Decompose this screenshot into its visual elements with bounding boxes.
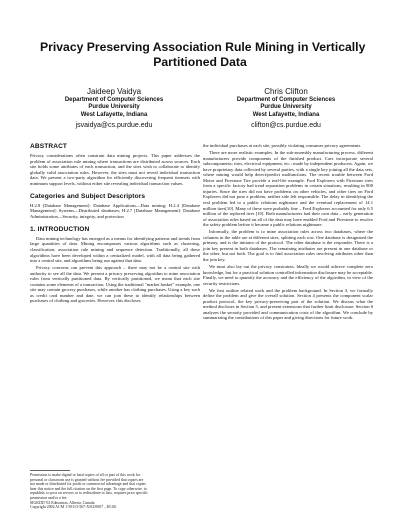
- body-paragraph-3: Informally, the problem is to mine association rules across two databases, where the columns in the table are at different sites, splitting each row. One database is designated the primary, and is the initiator of the protocol. The other database is the responder. There is a join key present in both databases. The remaining attributes are present in one database or the other, but not both. The goal is to find association rules involving attributes other than the join key.: [203, 229, 373, 262]
- footnote-line: Permission to make digital or hard copies of all or part of this work for: [30, 473, 141, 477]
- paper-title: [40, 40, 366, 70]
- title-line-1: Privacy Preserving Association Rule Mining in Vertically: [40, 40, 366, 54]
- author-location: West Lafayette, Indiana: [80, 111, 148, 118]
- footnote-line: personal or classroom use is granted without fee provided that copies are: [30, 477, 144, 482]
- footnote-line: Copyright 2002 ACM 1-58113-567-X/02/0007 ...$5.00.: [30, 505, 117, 510]
- body-paragraph-4: We must also lay out the privacy constraints. Ideally we would achieve complete zero knowledge, but for a practical solution controlled information disclosure may be acceptable. Finally, we need to quantify the accuracy and the efficiency of the algorithm, in view of the security restrictions.: [203, 263, 373, 286]
- author-email: jsvaidya@cs.purdue.edu: [75, 122, 153, 130]
- left-column: [30, 143, 200, 305]
- footnote-line: bear this notice and the full citation on the first page. To copy otherwise, to: [30, 486, 147, 491]
- right-column: [203, 143, 373, 322]
- author-location: West Lafayette, Indiana: [252, 111, 320, 118]
- categories-text: H.2.8 [Database Management]: Database Applications—Data mining; H.2.4 [Database Management]: Systems—Distributed databases; H.2.7 [Database Management]: Database Administration—Security, integrity, and protection: [30, 202, 200, 219]
- author-university: Purdue University: [88, 104, 140, 111]
- footnote-line: SIGKDD '02 Edmonton, Alberta, Canada: [30, 500, 95, 505]
- abstract-heading: ABSTRACT: [30, 143, 68, 150]
- body-paragraph-1: the individual purchases at each site, possibly violating consumer privacy agreements.: [203, 143, 362, 148]
- author-department: Department of Computer Sciences: [64, 97, 164, 103]
- body-paragraph-5: We first outline related work and the problem background. In Section 3, we formally define the problem and give the overall solution. Section 4 presents the component scalar product protocol, the key privacy-preserving part of the solution. We discuss what the method discloses in Section 5, and present extensions that further limit disclosure. Section 6 analyzes the security provided and communication costs of the algorithm. We conclude by summarizing the contributions of this paper and giving directions for future work.: [203, 287, 373, 321]
- footnote-line: republish, to post on servers or to redistribute to lists, requires prior specific: [30, 491, 148, 496]
- title-line-2: Partitioned Data: [153, 55, 247, 69]
- abstract-text: Privacy considerations often constrain data mining projects. This paper addresses the problem of association rule mining where transactions are distributed across sources. Each site holds some attributes of each transaction, and the sites wish to collaborate to identify globally valid association rules. However, the sites must not reveal individual transaction data. We present a two-party algorithm for efficiently discovering frequent itemsets with minimum support levels, without either site revealing individual transaction values.: [30, 153, 200, 186]
- footnote-line: permission and/or a fee.: [30, 495, 68, 500]
- introduction-heading: 1. INTRODUCTION: [30, 225, 90, 233]
- author-department: Department of Computer Sciences: [236, 97, 336, 103]
- intro-paragraph-1: Data mining technology has emerged as a means for identifying patterns and trends from large quantities of data. Mining encompasses various algorithms such as clustering, classification, association rule mining and sequence detection. Traditionally, all these algorithms have been developed within a centralized model, with all data being gathered into a central site, and algorithms being run against that data.: [30, 235, 200, 264]
- body-paragraph-2: There are more realistic examples. In the sub-assembly manufacturing process, different manufacturers provide components of the finished product. Cars incorporate several subcomponents; tires, electrical equipment, etc.; made by independent producers. Again, we have proprietary data collected by several parties, with a single key joining all the data sets, where mining would help detect/predict malfunctions. The recent trouble between Ford Motor and Firestone Tire provide a real-life example. Ford Explorers with Firestone tires from a specific factory had tread separation problems in certain situations, resulting in 800 injuries. Since the tires did not have problems on other vehicles, and other tires on Ford Explorers did not pose a problem, neither side felt responsible. The delay in identifying the real problem led to a public relations nightmare and the eventual replacement of 14.1 million tires[10]. Many of these were probably fine – Ford Explorers accounted for only 6.5 million of the replaced tires [10]. Both manufacturers had their own data – early generation of association rules based on all of the data may have enabled Ford and Firestone to resolve the safety problem before it became a public relations nightmare.: [203, 150, 373, 228]
- categories-heading: Categories and Subject Descriptors: [30, 192, 146, 200]
- author-name: Jaideep Vaidya: [86, 87, 142, 96]
- author-name: Chris Clifton: [264, 87, 308, 96]
- author-university: Purdue University: [260, 104, 312, 111]
- intro-paragraph-2: Privacy concerns can prevent this approach – there may not be a central site with authority to see all the data. We present a privacy preserving algorithm to mine association rules from vertically partitioned data. By vertically partitioned, we mean that each site contains some elements of a transaction. Using the traditional "market basket" example, one site may contain grocery purchases, while another has clothing purchases. Using a key such as credit card number and date, we can join these to identify relationships between purchases of clothing and groceries. However, this discloses: [30, 265, 200, 304]
- footnote-rule: [30, 470, 70, 471]
- author-email: clifton@cs.purdue.edu: [251, 122, 321, 130]
- copyright-footnote: [30, 470, 200, 510]
- author-block-2: [196, 87, 376, 131]
- author-block-1: [24, 87, 204, 131]
- footnote-line: not made or distributed for profit or commercial advantage and that copies: [30, 482, 146, 487]
